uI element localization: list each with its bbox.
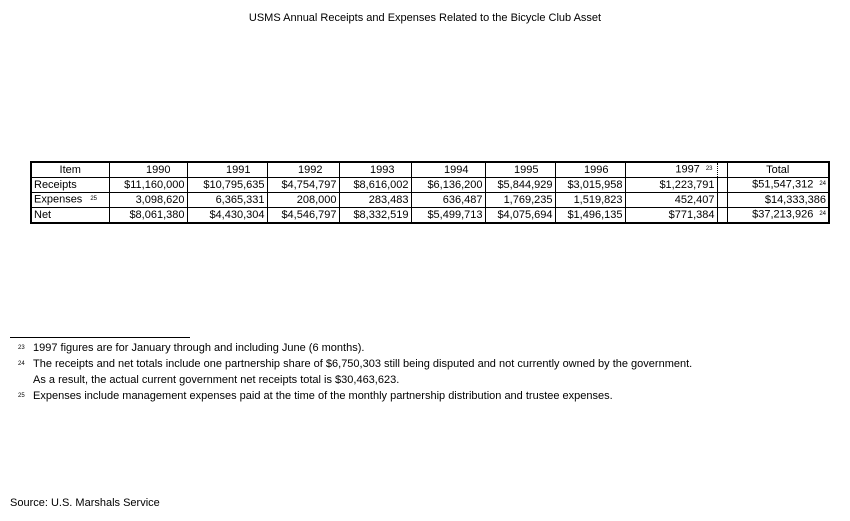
footnote-marker-23: 23 bbox=[705, 166, 713, 173]
table-cell: $1,496,135 bbox=[555, 208, 625, 224]
header-1990: 1990 bbox=[109, 162, 187, 178]
header-1994: 1994 bbox=[411, 162, 485, 178]
gap-cell bbox=[717, 193, 727, 208]
table-cell: $4,075,694 bbox=[485, 208, 555, 224]
table-cell: $5,499,713 bbox=[411, 208, 485, 224]
table-cell: 1,519,823 bbox=[555, 193, 625, 208]
footnote-number: 25 bbox=[18, 393, 25, 399]
total-value: $14,333,386 bbox=[764, 193, 826, 206]
table-cell: 6,365,331 bbox=[187, 193, 267, 208]
table-row bbox=[31, 193, 829, 208]
header-1995: 1995 bbox=[485, 162, 555, 178]
row-label bbox=[31, 193, 109, 208]
document-title: USMS Annual Receipts and Expenses Related to the Bicycle Club Asset bbox=[248, 12, 602, 24]
table-cell: $5,844,929 bbox=[485, 178, 555, 193]
row-label bbox=[31, 178, 109, 193]
row-label bbox=[31, 208, 109, 224]
total-value: $37,213,926 bbox=[752, 208, 814, 221]
table-cell: $10,795,635 bbox=[187, 178, 267, 193]
row-label-text: Expenses bbox=[34, 193, 83, 206]
table-row bbox=[31, 178, 829, 193]
table-cell: 3,098,620 bbox=[109, 193, 187, 208]
footnote-marker-24: 24 bbox=[819, 181, 826, 188]
footnote-text: Expenses include management expenses paid at the time of the monthly partnership distribution and trustee expenses. bbox=[33, 390, 613, 402]
header-gap bbox=[717, 162, 727, 178]
header-item: Item bbox=[31, 162, 109, 178]
receipts-expenses-table bbox=[30, 161, 830, 224]
table-cell: $771,384 bbox=[625, 208, 717, 224]
table-cell: $3,015,958 bbox=[555, 178, 625, 193]
footnote-text: The receipts and net totals include one partnership share of $6,750,303 still being disputed and not currently owned by the government. bbox=[33, 358, 693, 370]
footnote-text: 1997 figures are for January through and including June (6 months). bbox=[33, 342, 365, 354]
footnote-number: 24 bbox=[18, 361, 25, 367]
table-cell: $8,616,002 bbox=[339, 178, 411, 193]
table-cell: 1,769,235 bbox=[485, 193, 555, 208]
header-total: Total bbox=[727, 162, 829, 178]
table-cell: $8,332,519 bbox=[339, 208, 411, 224]
table-header-row bbox=[31, 162, 829, 178]
table-cell: $4,430,304 bbox=[187, 208, 267, 224]
total-cell bbox=[727, 178, 829, 193]
table-cell: $8,061,380 bbox=[109, 208, 187, 224]
table-cell: $1,223,791 bbox=[625, 178, 717, 193]
source-line: Source: U.S. Marshals Service bbox=[10, 497, 160, 509]
table-cell: 452,407 bbox=[625, 193, 717, 208]
total-cell bbox=[727, 193, 829, 208]
header-1993: 1993 bbox=[339, 162, 411, 178]
header-1997 bbox=[625, 162, 717, 178]
row-label-text: Receipts bbox=[34, 178, 77, 191]
gap-cell bbox=[717, 178, 727, 193]
table-row bbox=[31, 208, 829, 224]
header-1991: 1991 bbox=[187, 162, 267, 178]
total-cell bbox=[727, 208, 829, 224]
table-cell: $4,546,797 bbox=[267, 208, 339, 224]
footnote-number: 23 bbox=[18, 345, 25, 351]
gap-cell bbox=[717, 208, 727, 224]
header-1996: 1996 bbox=[555, 162, 625, 178]
table-cell: 208,000 bbox=[267, 193, 339, 208]
footnote-text: As a result, the actual current government net receipts total is $30,463,623. bbox=[33, 374, 400, 386]
table-cell: 636,487 bbox=[411, 193, 485, 208]
total-value: $51,547,312 bbox=[752, 178, 814, 191]
table-cell: 283,483 bbox=[339, 193, 411, 208]
row-label-text: Net bbox=[34, 208, 52, 221]
footnote-marker-24: 24 bbox=[819, 211, 826, 218]
table-cell: $4,754,797 bbox=[267, 178, 339, 193]
footnote-marker-25: 25 bbox=[90, 196, 97, 203]
header-1997-label: 1997 bbox=[675, 163, 700, 176]
footnote-rule bbox=[10, 337, 190, 338]
header-1992: 1992 bbox=[267, 162, 339, 178]
table-cell: $11,160,000 bbox=[109, 178, 187, 193]
table-cell: $6,136,200 bbox=[411, 178, 485, 193]
